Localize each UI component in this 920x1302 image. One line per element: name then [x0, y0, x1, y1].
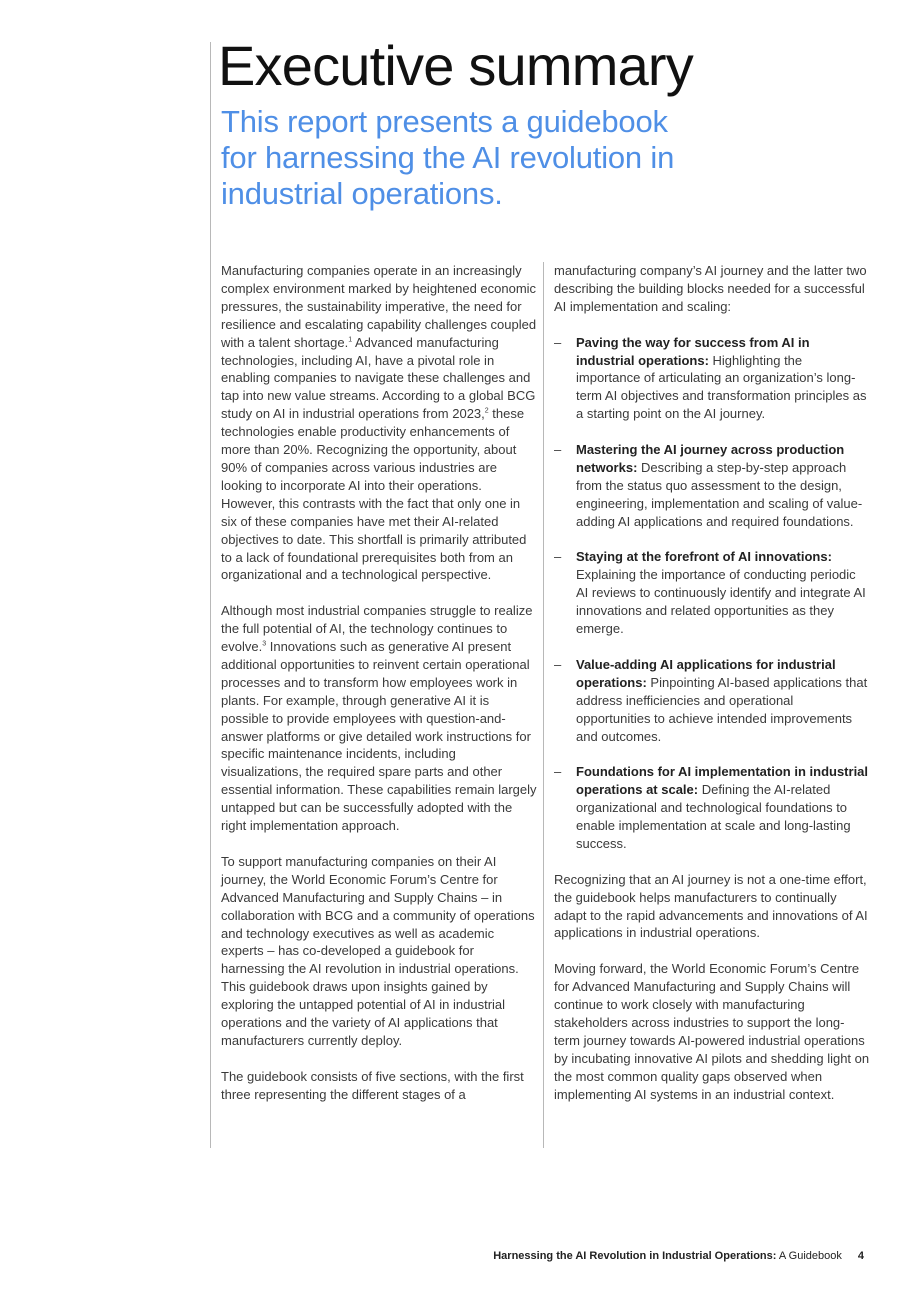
- list-item-body: Pinpointing AI-based applications that address inefficiencies and operational opportunities to achieve intended improvements and outcomes.: [576, 674, 868, 744]
- list-item-body: Defining the AI-related organizational and technological foundations to enable implementation at scale and long-lasting success.: [576, 782, 851, 851]
- page-subtitle: This report presents a guidebook for harnessing the AI revolution in industrial operations.: [221, 104, 675, 211]
- footer-title-rest: A Guidebook: [776, 1250, 842, 1262]
- dash-bullet: –: [554, 334, 562, 350]
- paragraph-context: Manufacturing companies operate in an increasingly complex environment marked by heightened economic pressures, the sustainability imperative, the need for resilience and escalating capability challenges coupled with a talent shortage.$^1$ Advanced manufacturing technologies, including AI, have a pivotal role in enabling companies to navigate these challenges and tap into new value streams. According to a global BCG study on AI in industrial operations from 2023,$^2$ these technologies enable productivity enhancements of more than 20%. Recognizing the opportunity, about 90% of companies across various industries are looking to incorporate AI into their operations. However, this contrasts with the fact that only one in six of these companies have met their AI-related objectives to date. This shortfall is primarily attributed to a lack of foundational prerequisites both from an organizational and a technological perspective.: [221, 263, 537, 583]
- footer-title-bold: Harnessing the AI Revolution in Industrial Operations:: [493, 1250, 777, 1262]
- sections-list: [554, 334, 870, 853]
- dash-bullet: –: [554, 764, 562, 780]
- footnote-ref[interactable]: 3: [262, 640, 267, 648]
- page-number: 4: [857, 1250, 864, 1262]
- paragraph-sections-intro: The guidebook consists of five sections, with the first three representing the different stages of a: [221, 1068, 524, 1102]
- paragraph-sections-continued: manufacturing company’s AI journey and the latter two describing the building blocks needed for a successful AI implementation and scaling:: [554, 263, 867, 314]
- left-text-column: [221, 262, 537, 1104]
- right-text-column: [554, 262, 870, 1103]
- page-footer: [493, 1249, 864, 1263]
- paragraph-support: To support manufacturing companies on their AI journey, the World Economic Forum’s Centre for Advanced Manufacturing and Supply Chains – in collaboration with BCG and a community of operations and technology executives as well as academic experts – has co-developed a guidebook for harnessing the AI revolution in industrial operations. This guidebook draws upon insights gained by exploring the untapped potential of AI in industrial operations and the variety of AI applications that manufacturers currently deploy.: [221, 853, 535, 1048]
- list-item: [554, 656, 870, 746]
- paragraph-recognizing: Recognizing that an AI journey is not a one-time effort, the guidebook helps manufacturers to continually adapt to the rapid advancements and innovations of AI applications in industrial operations.: [554, 871, 868, 941]
- list-item-heading: Staying at the forefront of AI innovations:: [576, 549, 832, 565]
- list-item-body: Highlighting the importance of articulating an organization’s long-term AI objectives and transformation principles as a starting point on the AI journey.: [576, 352, 867, 422]
- list-item-heading: Mastering the AI journey across production networks:: [576, 442, 845, 475]
- list-item-heading: Value-adding AI applications for industrial operations:: [576, 656, 836, 690]
- left-margin-rule: [210, 42, 211, 1148]
- list-item-heading: Paving the way for success from AI in industrial operations:: [576, 334, 810, 368]
- dash-bullet: –: [554, 656, 562, 672]
- dash-bullet: –: [554, 442, 562, 458]
- list-item-body: Explaining the importance of conducting periodic AI reviews to continuously identify and integrate AI innovations and related opportunities as they emerge.: [576, 567, 866, 637]
- list-item-body: Describing a step-by-step approach from the status quo assessment to the design, engineering, implementation and scaling of value-adding AI applications and required foundations.: [576, 459, 863, 529]
- list-item-heading: Foundations for AI implementation in industrial operations at scale:: [576, 764, 869, 798]
- dash-bullet: –: [554, 549, 562, 565]
- paragraph-moving-forward: Moving forward, the World Economic Forum’s Centre for Advanced Manufacturing and Supply Chains will continue to work closely with manufacturing stakeholders across industries to support the long-term journey towards AI-powered industrial operations by incubating innovative AI pilots and shedding light on the most common quality gaps observed when implementing AI systems in an industrial context.: [554, 961, 870, 1102]
- footnote-ref[interactable]: 1: [348, 336, 353, 344]
- paragraph-evolution: Although most industrial companies struggle to realize the full potential of AI, the technology continues to evolve.$^3$ Innovations such as generative AI present additional opportunities to reinvent certain operational processes and to transform how employees work in plants. For example, through generative AI it is possible to provide employees with question-and-answer platforms or give detailed work instructions for specific maintenance incidents, including visualizations, the required spare parts and other essential information. These capabilities remain largely untapped but can be successfully adopted with the right implementation approach.: [221, 603, 537, 834]
- list-item: [554, 763, 870, 853]
- list-item: [554, 441, 870, 531]
- list-item: [554, 334, 870, 424]
- list-item: [554, 548, 870, 638]
- footnote-ref[interactable]: 2: [484, 407, 489, 415]
- column-divider-rule: [543, 262, 544, 1148]
- page-title: Executive summary: [218, 34, 693, 97]
